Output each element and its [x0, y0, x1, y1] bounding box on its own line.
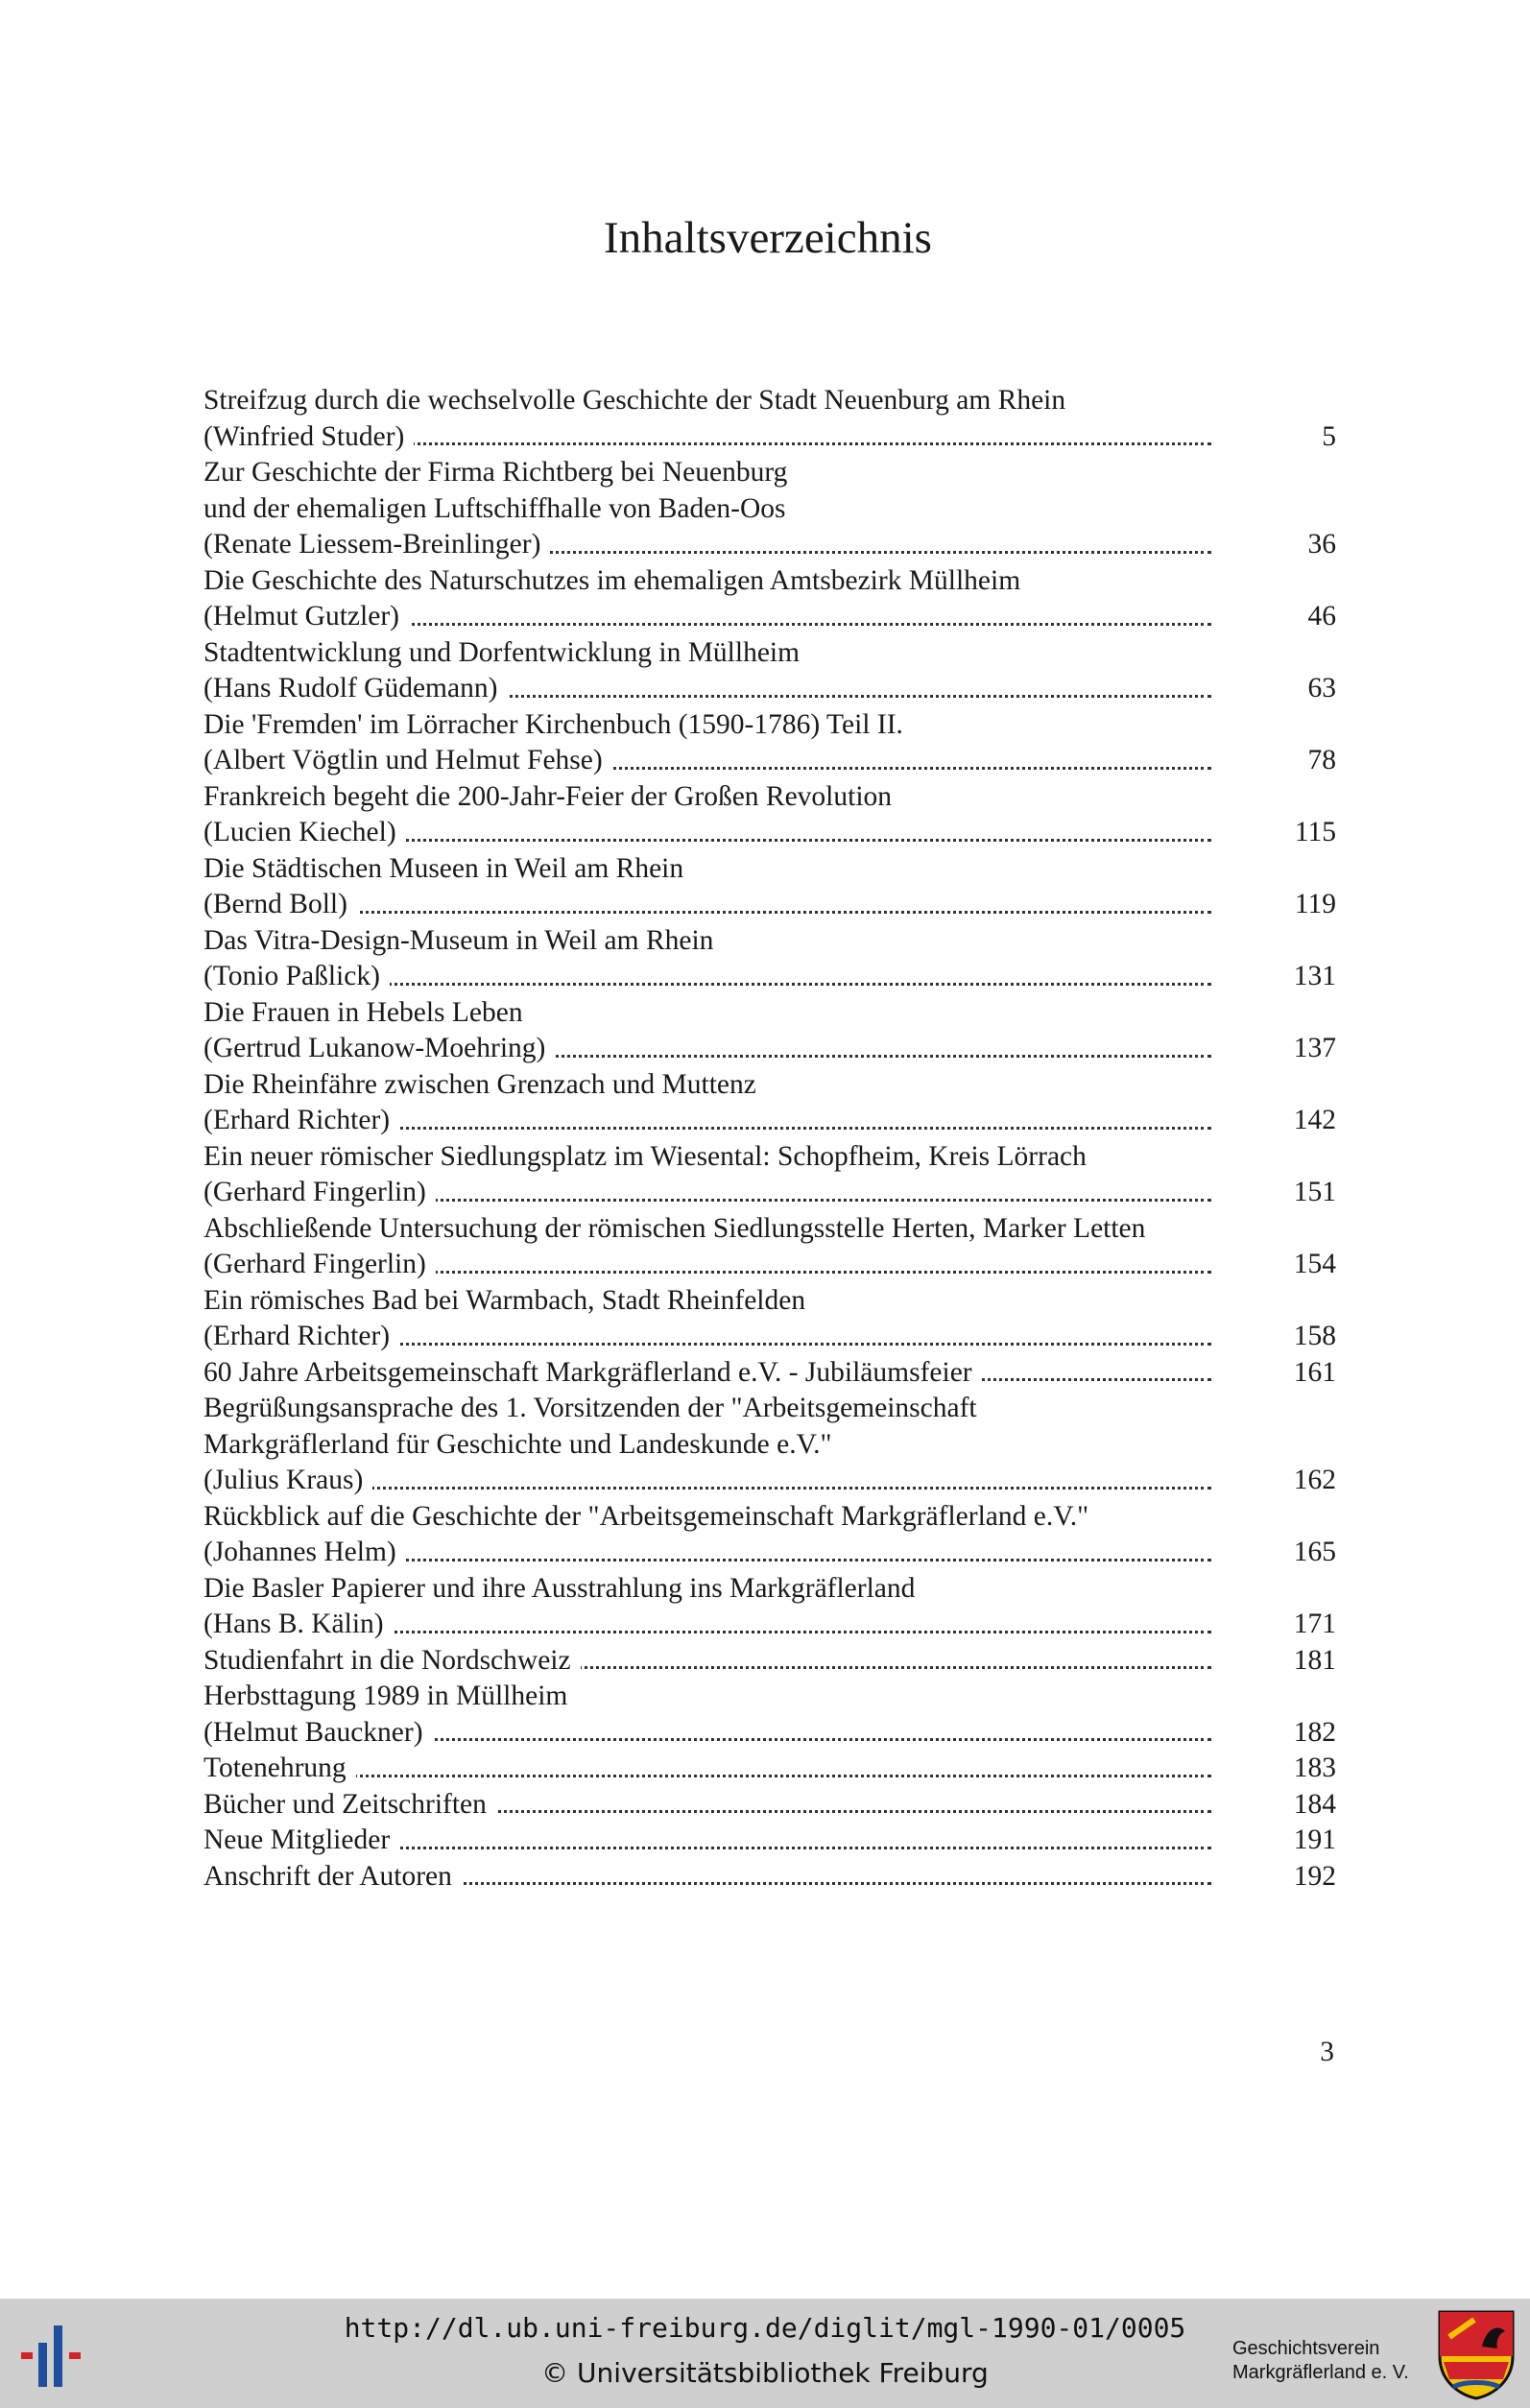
toc-entry-text: Zur Geschichte der Firma Richtberg bei Neuenburg	[203, 455, 797, 491]
toc-entry-text: (Gerhard Fingerlin)	[203, 1247, 436, 1283]
toc-page-number: 115	[1294, 817, 1336, 847]
toc-page-number: 181	[1293, 1644, 1336, 1676]
page-number: 3	[1320, 2037, 1334, 2067]
toc-entry-text: Begrüßungsansprache des 1. Vorsitzenden der "Arbeitsgemeinschaft	[203, 1391, 987, 1427]
toc-page-number: 154	[1293, 1249, 1336, 1279]
toc-line	[203, 851, 1336, 888]
toc-line	[203, 1319, 1336, 1355]
toc-entry-text: Neue Mitglieder	[203, 1823, 399, 1859]
toc-line	[203, 1139, 1336, 1176]
toc-entry-text: Ein neuer römischer Siedlungsplatz im Wiesental: Schopfheim, Kreis Lörrach	[203, 1139, 1096, 1176]
toc-line	[203, 887, 1336, 923]
toc-entry-text: Die 'Fremden' im Lörracher Kirchenbuch (1590-1786) Teil II.	[203, 707, 913, 744]
toc-line	[203, 1643, 1336, 1680]
toc-page-number: 119	[1294, 889, 1336, 919]
toc-entry-text: Streifzug durch die wechselvolle Geschichte der Stadt Neuenburg am Rhein	[203, 383, 1075, 419]
toc-entry-text: (Winfried Studer)	[203, 419, 414, 456]
toc-line	[203, 1427, 1336, 1464]
toc-line	[203, 1499, 1336, 1536]
toc-line	[203, 1283, 1336, 1320]
toc-line	[203, 923, 1336, 960]
toc-line	[203, 1859, 1336, 1895]
toc-line	[203, 563, 1336, 600]
toc-line	[203, 1535, 1336, 1571]
document-url[interactable]: http://dl.ub.uni-freiburg.de/diglit/mgl-1990-01/0005	[344, 2312, 1186, 2344]
toc-entry-text: (Hans Rudolf Güdemann)	[203, 671, 507, 707]
toc-page-number: 161	[1293, 1356, 1336, 1388]
toc-line	[203, 599, 1336, 635]
coat-of-arms-icon	[1436, 2308, 1517, 2400]
society-name	[1232, 2337, 1424, 2385]
toc-page-number: 171	[1293, 1609, 1336, 1639]
toc-entry-text: (Albert Vögtlin und Helmut Fehse)	[203, 743, 612, 779]
toc-line	[203, 1031, 1336, 1067]
page-title: Inhaltsverzeichnis	[604, 213, 932, 263]
toc-entry-text: (Lucien Kiechel)	[203, 815, 406, 851]
toc-line	[203, 1463, 1336, 1499]
toc-line	[203, 1355, 1336, 1392]
viewer-footer	[0, 2299, 1530, 2408]
toc-line	[203, 1571, 1336, 1608]
toc-entry-text: Die Basler Papierer und ihre Ausstrahlung ins Markgräflerland	[203, 1571, 924, 1608]
society-name-line2: Markgräflerland e. V.	[1232, 2362, 1409, 2383]
toc-page-number: 142	[1293, 1105, 1336, 1135]
toc-entry-text: Markgräflerland für Geschichte und Landeskunde e.V."	[203, 1427, 842, 1464]
toc-page-number: 78	[1307, 745, 1336, 775]
toc-line	[203, 959, 1336, 995]
toc-entry-text: Bücher und Zeitschriften	[203, 1787, 496, 1824]
toc-line	[203, 671, 1336, 707]
toc-entry-text: Herbsttagung 1989 in Müllheim	[203, 1679, 577, 1715]
toc-page-number: 182	[1293, 1716, 1336, 1748]
toc-entry-text: Die Geschichte des Naturschutzes im ehemaligen Amtsbezirk Müllheim	[203, 563, 1030, 600]
toc-page-number: 46	[1307, 601, 1336, 632]
toc-line	[203, 815, 1336, 851]
toc-line	[203, 1787, 1336, 1824]
toc-line	[203, 1715, 1336, 1752]
toc-line	[203, 383, 1336, 419]
toc-line	[203, 527, 1336, 563]
society-name-line1: Geschichtsverein	[1232, 2338, 1380, 2359]
toc-entry-text: (Tonio Paßlick)	[203, 959, 390, 995]
toc-line	[203, 1823, 1336, 1859]
toc-entry-text: (Bernd Boll)	[203, 887, 357, 923]
toc-entry-text: (Gerhard Fingerlin)	[203, 1175, 436, 1211]
toc-entry-text: (Hans B. Kälin)	[203, 1607, 394, 1643]
toc-line	[203, 419, 1336, 456]
toc-entry-text: Ein römisches Bad bei Warmbach, Stadt Rheinfelden	[203, 1283, 815, 1320]
toc-page-number: 151	[1293, 1177, 1336, 1207]
toc-line	[203, 491, 1336, 528]
toc-entry-text: Die Städtischen Museen in Weil am Rhein	[203, 851, 693, 888]
toc-entry-text: Die Rheinfähre zwischen Grenzach und Muttenz	[203, 1067, 766, 1104]
toc-line	[203, 635, 1336, 672]
toc-entry-text: (Helmut Bauckner)	[203, 1715, 433, 1752]
toc-entry-text: Totenehrung	[203, 1751, 356, 1787]
toc-entry-text: (Gertrud Lukanow-Moehring)	[203, 1031, 555, 1067]
toc-entry-text: (Erhard Richter)	[203, 1103, 399, 1139]
toc-page-number: 63	[1307, 673, 1336, 703]
toc-page-number: 183	[1293, 1752, 1336, 1783]
toc-entry-text: Das Vitra-Design-Museum in Weil am Rhein	[203, 923, 723, 960]
toc-entry-text: und der ehemaligen Luftschiffhalle von Baden-Oos	[203, 491, 795, 528]
copyright-notice: © Universitätsbibliothek Freiburg	[541, 2357, 989, 2389]
toc-line	[203, 455, 1336, 491]
toc-entry-text: Frankreich begeht die 200-Jahr-Feier der Großen Revolution	[203, 779, 901, 816]
toc-entry-text: (Helmut Gutzler)	[203, 599, 409, 635]
toc-line	[203, 995, 1336, 1032]
toc-line	[203, 1103, 1336, 1139]
toc-entry-text: (Renate Liessem-Breinlinger)	[203, 527, 550, 563]
toc-line	[203, 1175, 1336, 1211]
toc-page-number: 5	[1322, 420, 1336, 452]
toc-entry-text: Stadtentwicklung und Dorfentwicklung in Müllheim	[203, 635, 809, 672]
toc-line	[203, 1211, 1336, 1248]
toc-entry-text: Die Frauen in Hebels Leben	[203, 995, 533, 1032]
toc-entry-text: (Erhard Richter)	[203, 1319, 399, 1355]
toc-page-number: 191	[1293, 1824, 1336, 1855]
toc-line	[203, 1751, 1336, 1787]
toc-entry-text: (Julius Kraus)	[203, 1463, 372, 1499]
toc-line	[203, 1679, 1336, 1715]
toc-page-number: 137	[1293, 1033, 1336, 1063]
toc-line	[203, 743, 1336, 779]
toc-line	[203, 1067, 1336, 1104]
toc-line	[203, 1607, 1336, 1643]
toc-page-number: 184	[1293, 1788, 1336, 1820]
toc-entry-text: 60 Jahre Arbeitsgemeinschaft Markgräflerland e.V. - Jubiläumsfeier	[203, 1355, 982, 1392]
toc-entry-text: Rückblick auf die Geschichte der "Arbeitsgemeinschaft Markgräflerland e.V."	[203, 1499, 1098, 1536]
toc-page-number: 162	[1293, 1465, 1336, 1495]
table-of-contents	[203, 383, 1336, 1895]
toc-page-number: 192	[1293, 1860, 1336, 1892]
toc-line	[203, 1391, 1336, 1427]
toc-page-number: 165	[1293, 1537, 1336, 1567]
toc-line	[203, 1247, 1336, 1283]
toc-entry-text: (Johannes Helm)	[203, 1535, 406, 1571]
toc-page-number: 131	[1293, 961, 1336, 991]
toc-entry-text: Studienfahrt in die Nordschweiz	[203, 1643, 581, 1680]
toc-line	[203, 707, 1336, 744]
toc-page-number: 36	[1307, 529, 1336, 560]
toc-page-number: 158	[1293, 1321, 1336, 1351]
toc-entry-text: Anschrift der Autoren	[203, 1859, 462, 1895]
toc-entry-text: Abschließende Untersuchung der römischen Siedlungsstelle Herten, Marker Letten	[203, 1211, 1155, 1248]
toc-line	[203, 779, 1336, 816]
